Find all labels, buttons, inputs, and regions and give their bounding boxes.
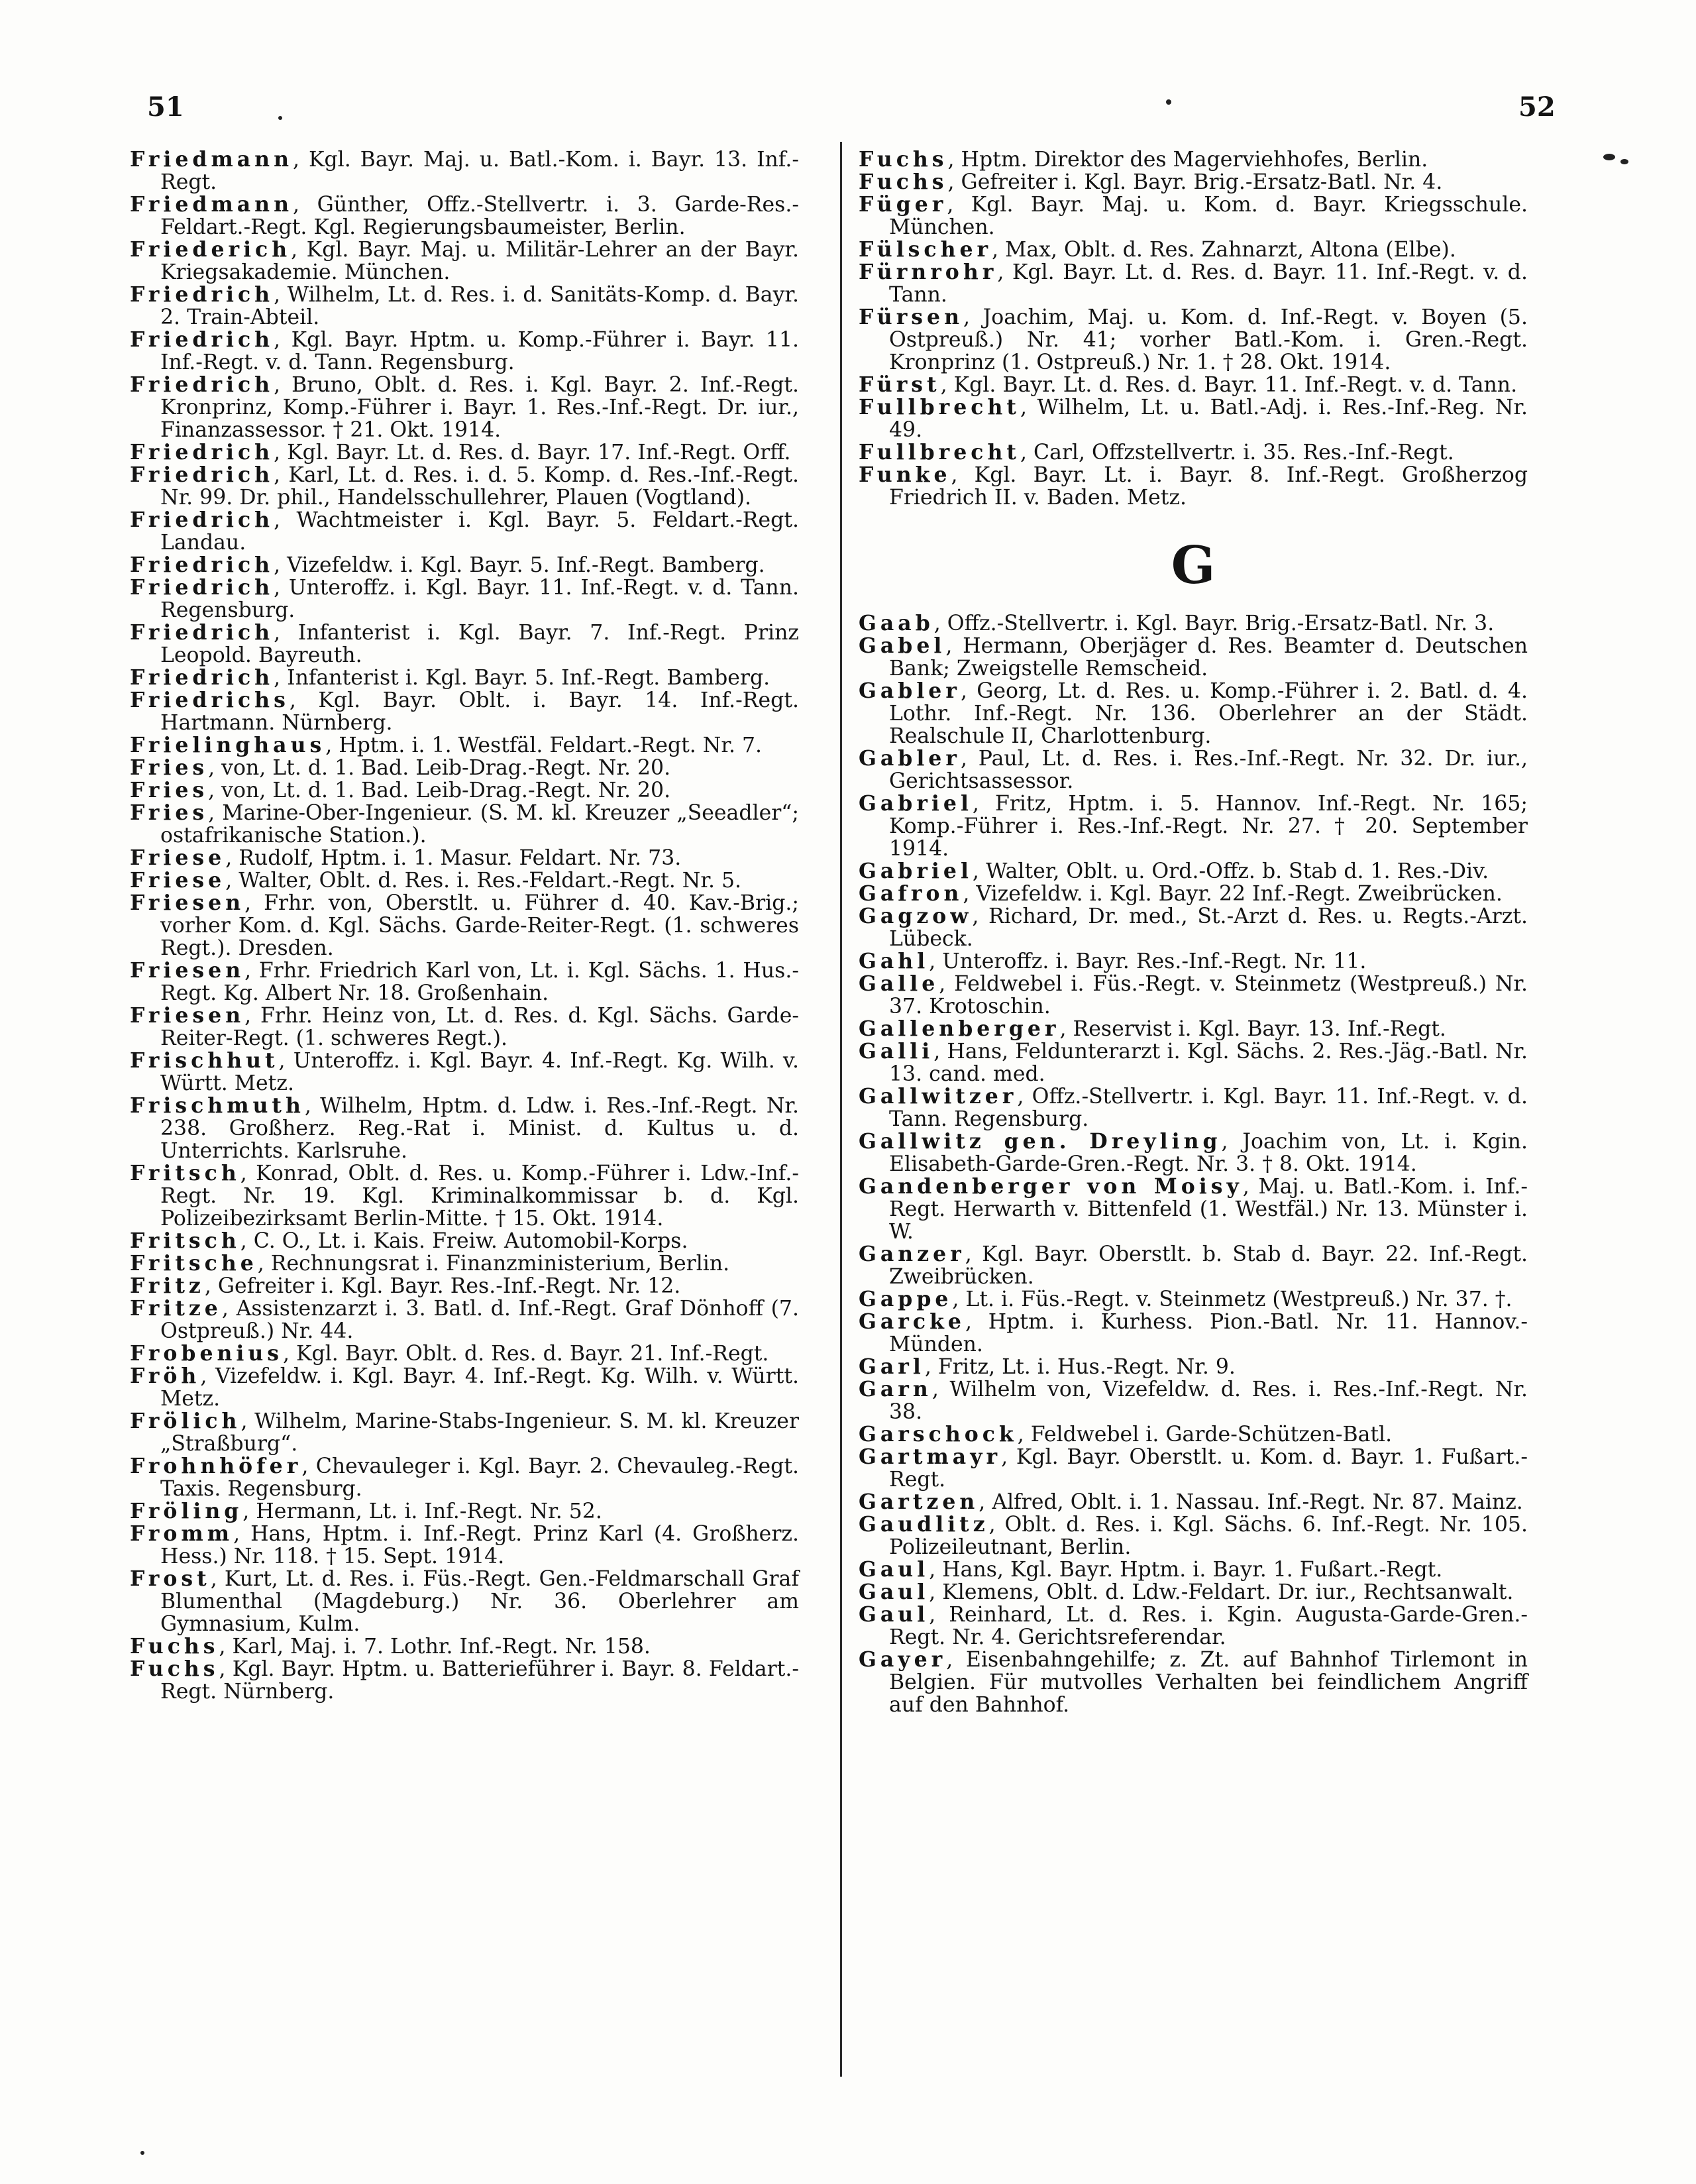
entry-surname: Gappe (859, 1287, 953, 1311)
entry-surname: Friesen (130, 958, 245, 983)
entry-surname: Friedmann (130, 192, 293, 217)
entry-surname: Friese (130, 846, 226, 870)
right-column-f-entries (859, 148, 1528, 509)
entry-details: , Carl, Offzstellvertr. i. 35. Res.-Inf.-Regt. (1020, 441, 1454, 464)
entry-details: , Vizefeldw. i. Kgl. Bayr. 4. Inf.-Regt. Kg. Wilh. v. Württ. Metz. (160, 1364, 799, 1411)
entry-surname: Friedrich (130, 508, 274, 532)
list-entry (859, 635, 1528, 680)
entry-surname: Füger (859, 192, 947, 217)
list-entry (130, 329, 799, 374)
entry-surname: Gaul (859, 1557, 929, 1582)
entry-details: , von, Lt. d. 1. Bad. Leib-Drag.-Regt. Nr. 20. (208, 756, 671, 780)
entry-surname: Friese (130, 868, 226, 893)
entry-surname: Friesen (130, 1003, 245, 1028)
entry-surname: Gaab (859, 611, 934, 635)
entry-details: , Karl, Maj. i. 7. Lothr. Inf.-Regt. Nr. 158. (219, 1635, 651, 1659)
entry-details: , Marine-Ober-Ingenieur. (S. M. kl. Kreuzer „Seeadler“; ostafrikanische Station.). (160, 801, 799, 847)
entry-details: , Gefreiter i. Kgl. Bayr. Brig.-Ersatz-Batl. Nr. 4. (947, 170, 1443, 194)
list-entry (130, 1500, 799, 1523)
entry-surname: Gahl (859, 949, 929, 973)
entry-details: , Kgl. Bayr. Lt. d. Res. d. Bayr. 11. Inf.-Regt. v. d. Tann. (889, 260, 1528, 307)
entry-details: , von, Lt. d. 1. Bad. Leib-Drag.-Regt. Nr. 20. (208, 779, 671, 802)
entry-surname: Gartzen (859, 1490, 979, 1514)
entry-surname: Fuchs (130, 1657, 219, 1681)
entry-details: , Walter, Oblt. u. Ord.-Offz. b. Stab d. 1. Res.-Div. (972, 859, 1489, 883)
list-entry (130, 1252, 799, 1275)
list-entry (859, 441, 1528, 464)
list-entry (859, 1175, 1528, 1243)
list-entry (130, 239, 799, 284)
scan-speck (278, 116, 282, 120)
entry-surname: Gartmayr (859, 1445, 1002, 1469)
list-entry (130, 802, 799, 847)
entry-surname: Garn (859, 1377, 932, 1401)
entry-surname: Friedrich (130, 440, 274, 464)
entry-surname: Fülscher (859, 237, 992, 262)
entry-details: , Wilhelm, Lt. u. Batl.-Adj. i. Res.-Inf.-Reg. Nr. 49. (889, 396, 1528, 442)
entry-surname: Fritz (130, 1274, 205, 1298)
entry-surname: Fritsch (130, 1161, 240, 1185)
entry-details: , Hptm. i. Kurhess. Pion.-Batl. Nr. 11. Hannov.-Münden. (889, 1310, 1528, 1356)
list-entry (859, 792, 1528, 860)
entry-surname: Funke (859, 463, 951, 487)
entry-surname: Gagzow (859, 904, 973, 928)
entry-details: , Kgl. Bayr. Lt. d. Res. d. Bayr. 17. Inf.-Regt. Orff. (274, 441, 791, 464)
entry-surname: Fürst (859, 372, 941, 397)
right-column (859, 148, 1528, 1716)
entry-details: , Bruno, Oblt. d. Res. i. Kgl. Bayr. 2. Inf.-Regt. Kronprinz, Komp.-Führer i. Bayr. 1. Res.-Inf.-Regt. Dr. iur., Finanzassessor. † 21. Okt. 1914. (160, 373, 799, 442)
list-entry (130, 193, 799, 239)
list-entry (859, 680, 1528, 747)
entry-details: , Hermann, Oberjäger d. Res. Beamter d. Deutschen Bank; Zweigstelle Remscheid. (889, 634, 1528, 681)
entry-surname: Gallwitz gen. Dreyling (859, 1129, 1222, 1154)
list-entry (130, 1230, 799, 1252)
list-entry (130, 1635, 799, 1658)
entry-surname: Gabriel (859, 859, 973, 883)
list-entry (130, 576, 799, 622)
entry-details: , Paul, Lt. d. Res. i. Res.-Inf.-Regt. Nr. 32. Dr. iur., Gerichtsassessor. (889, 747, 1528, 793)
entry-details: , Kgl. Bayr. Hptm. u. Komp.-Führer i. Bayr. 11. Inf.-Regt. v. d. Tann. Regensburg. (160, 328, 799, 374)
entry-details: , Unteroffz. i. Kgl. Bayr. 11. Inf.-Regt. v. d. Tann. Regensburg. (160, 576, 799, 622)
list-entry (859, 1513, 1528, 1558)
entry-details: , Fritz, Lt. i. Hus.-Regt. Nr. 9. (924, 1355, 1236, 1379)
entry-surname: Friedrich (130, 372, 274, 397)
list-entry (130, 1568, 799, 1635)
entry-details: , Eisenbahngehilfe; z. Zt. auf Bahnhof Tirlemont in Belgien. Für mutvolles Verhalten bei feindlichem Angriff auf den Bahnhof. (889, 1648, 1528, 1717)
list-entry (130, 1050, 799, 1095)
list-entry (130, 1658, 799, 1703)
list-entry (859, 396, 1528, 441)
entry-details: , Wilhelm, Marine-Stabs-Ingenieur. S. M. kl. Kreuzer „Straßburg“. (160, 1409, 799, 1456)
entry-details: , Hans, Hptm. i. Inf.-Regt. Prinz Karl (4. Großherz. Hess.) Nr. 118. † 15. Sept. 1914. (160, 1522, 799, 1568)
list-entry (859, 1423, 1528, 1446)
list-entry (130, 1162, 799, 1230)
entry-surname: Friedrich (130, 282, 274, 307)
entry-surname: Fries (130, 778, 209, 802)
entry-surname: Fritze (130, 1296, 222, 1321)
entry-surname: Gabriel (859, 791, 973, 816)
page-number-right: 52 (1518, 91, 1556, 123)
entry-surname: Fritsch (130, 1228, 240, 1253)
entry-surname: Friedrich (130, 620, 274, 645)
entry-surname: Frobenius (130, 1341, 283, 1366)
entry-surname: Friedmann (130, 147, 293, 172)
entry-surname: Friedrichs (130, 688, 290, 712)
entry-details: , Klemens, Oblt. d. Ldw.-Feldart. Dr. iur., Rechtsanwalt. (929, 1580, 1514, 1604)
list-entry (859, 1356, 1528, 1378)
entry-surname: Friesen (130, 891, 245, 915)
list-entry (859, 1649, 1528, 1716)
scan-speck (1603, 154, 1615, 160)
list-entry (859, 747, 1528, 792)
entry-surname: Gaudlitz (859, 1512, 989, 1537)
entry-details: , Infanterist i. Kgl. Bayr. 5. Inf.-Regt. Bamberg. (274, 666, 770, 690)
entry-surname: Gandenberger von Moisy (859, 1174, 1243, 1199)
entry-details: , Assistenzarzt i. 3. Batl. d. Inf.-Regt. Graf Dönhoff (7. Ostpreuß.) Nr. 44. (160, 1297, 799, 1343)
entry-surname: Friedrich (130, 463, 274, 487)
entry-details: , Reinhard, Lt. d. Res. i. Kgin. Augusta-Garde-Gren.-Regt. Nr. 4. Gerichtsreferendar. (889, 1603, 1528, 1649)
entry-details: , Frhr. Friedrich Karl von, Lt. i. Kgl. Sächs. 1. Hus.-Regt. Kg. Albert Nr. 18. Großenhain. (160, 959, 799, 1005)
list-entry (859, 193, 1528, 239)
entry-details: , Reservist i. Kgl. Bayr. 13. Inf.-Regt. (1059, 1017, 1446, 1041)
page-number-left: 51 (147, 91, 184, 123)
list-entry (859, 1018, 1528, 1040)
entry-surname: Frost (130, 1566, 211, 1591)
entry-surname: Friederich (130, 237, 292, 262)
entry-surname: Gaul (859, 1580, 929, 1604)
section-letter-heading: G (1171, 535, 1216, 596)
list-entry (130, 1275, 799, 1297)
list-entry (859, 148, 1528, 171)
entry-surname: Frischmuth (130, 1093, 305, 1118)
list-entry (859, 171, 1528, 193)
entry-surname: Galli (859, 1039, 934, 1064)
list-entry (130, 779, 799, 802)
list-entry (859, 1604, 1528, 1649)
entry-surname: Frischhut (130, 1048, 279, 1073)
entry-surname: Fürsen (859, 305, 963, 329)
list-entry (859, 1491, 1528, 1513)
list-entry (859, 905, 1528, 950)
entry-details: , Vizefeldw. i. Kgl. Bayr. 5. Inf.-Regt. Bamberg. (274, 553, 765, 577)
list-entry (130, 1095, 799, 1162)
entry-details: , Infanterist i. Kgl. Bayr. 7. Inf.-Regt. Prinz Leopold. Bayreuth. (160, 621, 799, 667)
list-entry (130, 1523, 799, 1568)
entry-surname: Frölich (130, 1409, 241, 1433)
list-entry (130, 869, 799, 892)
entry-surname: Fuchs (859, 147, 948, 172)
list-entry (130, 1005, 799, 1050)
entry-details: , Kgl. Bayr. Hptm. u. Batterieführer i. Bayr. 8. Feldart.-Regt. Nürnberg. (160, 1657, 799, 1704)
list-entry (859, 1581, 1528, 1604)
entry-details: , Kgl. Bayr. Maj. u. Militär-Lehrer an der Bayr. Kriegsakademie. München. (160, 238, 799, 284)
list-entry (859, 239, 1528, 261)
entry-details: , Walter, Oblt. d. Res. i. Res.-Feldart.-Regt. Nr. 5. (225, 869, 742, 893)
entry-details: , Kurt, Lt. d. Res. i. Füs.-Regt. Gen.-Feldmarschall Graf Blumenthal (Magdeburg.) Nr. 36. Oberlehrer am Gymnasium, Kulm. (160, 1567, 799, 1636)
entry-details: , Rechnungsrat i. Finanzministerium, Berlin. (257, 1252, 730, 1276)
entry-surname: Gabel (859, 633, 946, 658)
list-entry (130, 441, 799, 464)
entry-details: , C. O., Lt. i. Kais. Freiw. Automobil-Korps. (240, 1229, 688, 1253)
scan-speck (1620, 159, 1628, 164)
entry-details: , Feldwebel i. Garde-Schützen-Batl. (1017, 1423, 1393, 1447)
entry-details: , Kgl. Bayr. Oblt. d. Res. d. Bayr. 21. Inf.-Regt. (283, 1342, 769, 1366)
list-entry (130, 1410, 799, 1455)
list-entry (859, 1378, 1528, 1423)
entry-surname: Gayer (859, 1647, 947, 1672)
entry-details: , Hans, Feldunterarzt i. Kgl. Sächs. 2. Res.-Jäg.-Batl. Nr. 13. cand. med. (889, 1040, 1528, 1086)
entry-details: , Feldwebel i. Füs.-Regt. v. Steinmetz (Westpreuß.) Nr. 37. Krotoschin. (889, 972, 1528, 1018)
list-entry (859, 973, 1528, 1018)
right-column-g-entries (859, 612, 1528, 1716)
entry-surname: Fröh (130, 1364, 201, 1388)
entry-details: , Georg, Lt. d. Res. u. Komp.-Führer i. 2. Batl. d. 4. Lothr. Inf.-Regt. Nr. 136. Oberlehrer an der Städt. Realschule II, Charlottenburg. (889, 679, 1528, 748)
entry-surname: Gallwitzer (859, 1084, 1018, 1109)
entry-details: , Kgl. Bayr. Oberstlt. u. Kom. d. Bayr. 1. Fußart.-Regt. (889, 1445, 1528, 1492)
entry-details: , Offz.-Stellvertr. i. Kgl. Bayr. 11. Inf.-Regt. v. d. Tann. Regensburg. (889, 1085, 1528, 1131)
entry-surname: Fromm (130, 1521, 234, 1546)
entry-details: , Richard, Dr. med., St.-Arzt d. Res. u. Regts.-Arzt. Lübeck. (889, 904, 1528, 951)
entry-surname: Gallenberger (859, 1016, 1060, 1041)
entry-surname: Galle (859, 971, 939, 996)
entry-surname: Friedrich (130, 665, 274, 690)
list-entry (859, 306, 1528, 374)
entry-surname: Friedrich (130, 327, 274, 352)
list-entry (130, 734, 799, 757)
entry-surname: Fullbrecht (859, 395, 1020, 419)
scan-speck (1166, 99, 1171, 105)
entry-details: , Hptm. i. 1. Westfäl. Feldart.-Regt. Nr. 7. (325, 734, 763, 757)
list-entry (859, 1288, 1528, 1311)
list-entry (130, 959, 799, 1005)
entry-surname: Fries (130, 755, 209, 780)
entry-surname: Fröling (130, 1499, 243, 1523)
list-entry (130, 847, 799, 869)
entry-surname: Gabler (859, 679, 961, 703)
entry-details: , Wilhelm, Hptm. d. Ldw. i. Res.-Inf.-Regt. Nr. 238. Großherz. Reg.-Rat i. Minist. d. Kultus u. d. Unterrichts. Karlsruhe. (160, 1094, 799, 1163)
entry-details: , Maj. u. Batl.-Kom. i. Inf.-Regt. Herwarth v. Bittenfeld (1. Westfäl.) Nr. 13. Münster i. W. (889, 1175, 1528, 1244)
entry-details: , Hptm. Direktor des Magerviehhofes, Berlin. (947, 148, 1428, 172)
list-entry (859, 1243, 1528, 1288)
entry-details: , Vizefeldw. i. Kgl. Bayr. 22 Inf.-Regt. Zweibrücken. (963, 882, 1503, 906)
entry-surname: Gafron (859, 881, 963, 906)
entry-details: , Wachtmeister i. Kgl. Bayr. 5. Feldart.-Regt. Landau. (160, 508, 799, 555)
list-entry (130, 1365, 799, 1410)
entry-surname: Gaul (859, 1602, 929, 1627)
entry-details: , Wilhelm von, Vizefeldw. d. Res. i. Res.-Inf.-Regt. Nr. 38. (889, 1378, 1528, 1424)
left-column (130, 148, 799, 1703)
list-entry (130, 622, 799, 667)
entry-details: , Karl, Lt. d. Res. i. d. 5. Komp. d. Res.-Inf.-Regt. Nr. 99. Dr. phil., Handelsschullehrer, Plauen (Vogtland). (160, 463, 799, 510)
list-entry (859, 1040, 1528, 1085)
entry-details: , Kgl. Bayr. Oblt. i. Bayr. 14. Inf.-Regt. Hartmann. Nürnberg. (160, 688, 799, 735)
entry-details: , Günther, Offz.-Stellvertr. i. 3. Garde-Res.-Feldart.-Regt. Kgl. Regierungsbaumeister, Berlin. (160, 193, 799, 239)
entry-details: , Frhr. von, Oberstlt. u. Führer d. 40. Kav.-Brig.; vorher Kom. d. Kgl. Sächs. Garde-Reiter-Regt. (1. schweres Regt.). Dresden. (160, 891, 799, 960)
column-divider (840, 142, 842, 2077)
entry-details: , Offz.-Stellvertr. i. Kgl. Bayr. Brig.-Ersatz-Batl. Nr. 3. (933, 612, 1495, 635)
entry-surname: Fürnrohr (859, 260, 998, 284)
entry-surname: Fries (130, 800, 209, 825)
entry-details: , Gefreiter i. Kgl. Bayr. Res.-Inf.-Regt. Nr. 12. (204, 1274, 681, 1298)
entry-details: , Konrad, Oblt. d. Res. u. Komp.-Führer i. Ldw.-Inf.-Regt. Nr. 19. Kgl. Kriminalkommissar b. d. Kgl. Polizeibezirksamt Berlin-Mitte. † 15. Okt. 1914. (160, 1162, 799, 1230)
entry-surname: Garcke (859, 1309, 965, 1334)
entry-details: , Hans, Kgl. Bayr. Hptm. i. Bayr. 1. Fußart.-Regt. (929, 1558, 1443, 1582)
entry-details: , Lt. i. Füs.-Regt. v. Steinmetz (Westpreuß.) Nr. 37. †. (952, 1287, 1512, 1311)
entry-surname: Garschock (859, 1422, 1018, 1447)
entry-surname: Frielinghaus (130, 733, 326, 757)
entry-details: , Joachim, Maj. u. Kom. d. Inf.-Regt. v. Boyen (5. Ostpreuß.) Nr. 41; vorher Batl.-Kom. i. Gren.-Regt. Kronprinz (1. Ostpreuß.) Nr. 1. † 28. Okt. 1914. (889, 305, 1528, 374)
entry-details: , Unteroffz. i. Kgl. Bayr. 4. Inf.-Regt. Kg. Wilh. v. Württ. Metz. (160, 1049, 799, 1095)
entry-surname: Ganzer (859, 1242, 965, 1266)
list-entry (130, 554, 799, 576)
list-entry (859, 374, 1528, 396)
entry-surname: Garl (859, 1354, 925, 1379)
list-entry (130, 667, 799, 689)
list-entry (859, 261, 1528, 306)
entry-details: , Kgl. Bayr. Maj. u. Batl.-Kom. i. Bayr. 13. Inf.-Regt. (160, 148, 799, 194)
entry-details: , Fritz, Hptm. i. 5. Hannov. Inf.-Regt. Nr. 165; Komp.-Führer i. Res.-Inf.-Regt. Nr. 27. † 20. September 1914. (889, 792, 1528, 861)
list-entry (859, 1558, 1528, 1581)
entry-details: , Hermann, Lt. i. Inf.-Regt. Nr. 52. (242, 1500, 602, 1523)
list-entry (859, 1130, 1528, 1175)
entry-details: , Frhr. Heinz von, Lt. d. Res. d. Kgl. Sächs. Garde-Reiter-Regt. (1. schweres Regt.). (160, 1004, 799, 1050)
list-entry (130, 689, 799, 734)
list-entry (859, 860, 1528, 883)
list-entry (130, 892, 799, 959)
list-entry (859, 1446, 1528, 1491)
list-entry (130, 757, 799, 779)
entry-details: , Oblt. d. Res. i. Kgl. Sächs. 6. Inf.-Regt. Nr. 105. Polizeileutnant, Berlin. (889, 1513, 1528, 1559)
entry-details: , Unteroffz. i. Bayr. Res.-Inf.-Regt. Nr. 11. (929, 950, 1367, 973)
list-entry (859, 612, 1528, 635)
list-entry (130, 1342, 799, 1365)
entry-details: , Kgl. Bayr. Lt. d. Res. d. Bayr. 11. Inf.-Regt. v. d. Tann. (940, 373, 1518, 397)
entry-details: , Max, Oblt. d. Res. Zahnarzt, Altona (Elbe). (992, 238, 1456, 262)
list-entry (130, 509, 799, 554)
entry-surname: Fuchs (130, 1634, 219, 1659)
entry-details: , Kgl. Bayr. Lt. i. Bayr. 8. Inf.-Regt. Großherzog Friedrich II. v. Baden. Metz. (889, 463, 1528, 510)
list-entry (859, 883, 1528, 905)
entry-details: , Alfred, Oblt. i. 1. Nassau. Inf.-Regt. Nr. 87. Mainz. (979, 1490, 1523, 1514)
entry-surname: Friedrich (130, 553, 274, 577)
scan-speck (140, 2151, 144, 2155)
list-entry (130, 464, 799, 509)
list-entry (859, 1311, 1528, 1356)
entry-details: , Chevauleger i. Kgl. Bayr. 2. Chevauleg.-Regt. Taxis. Regensburg. (160, 1454, 799, 1501)
entry-surname: Friedrich (130, 575, 274, 600)
list-entry (859, 950, 1528, 973)
entry-surname: Fritsche (130, 1251, 258, 1276)
entry-surname: Gabler (859, 746, 961, 771)
entry-details: , Wilhelm, Lt. d. Res. i. d. Sanitäts-Komp. d. Bayr. 2. Train-Abteil. (160, 283, 799, 329)
list-entry (859, 464, 1528, 509)
list-entry (130, 284, 799, 329)
list-entry (130, 148, 799, 193)
entry-details: , Rudolf, Hptm. i. 1. Masur. Feldart. Nr. 73. (225, 846, 682, 870)
list-entry (130, 1297, 799, 1342)
entry-details: , Kgl. Bayr. Oberstlt. b. Stab d. Bayr. 22. Inf.-Regt. Zweibrücken. (889, 1242, 1528, 1289)
list-entry (130, 1455, 799, 1500)
list-entry (130, 374, 799, 441)
list-entry (859, 1085, 1528, 1130)
entry-details: , Kgl. Bayr. Maj. u. Kom. d. Bayr. Kriegsschule. München. (889, 193, 1528, 239)
entry-surname: Fuchs (859, 170, 948, 194)
entry-details: , Joachim von, Lt. i. Kgin. Elisabeth-Garde-Gren.-Regt. Nr. 3. † 8. Okt. 1914. (889, 1130, 1528, 1176)
entry-surname: Frohnhöfer (130, 1454, 302, 1478)
entry-surname: Fullbrecht (859, 440, 1020, 464)
